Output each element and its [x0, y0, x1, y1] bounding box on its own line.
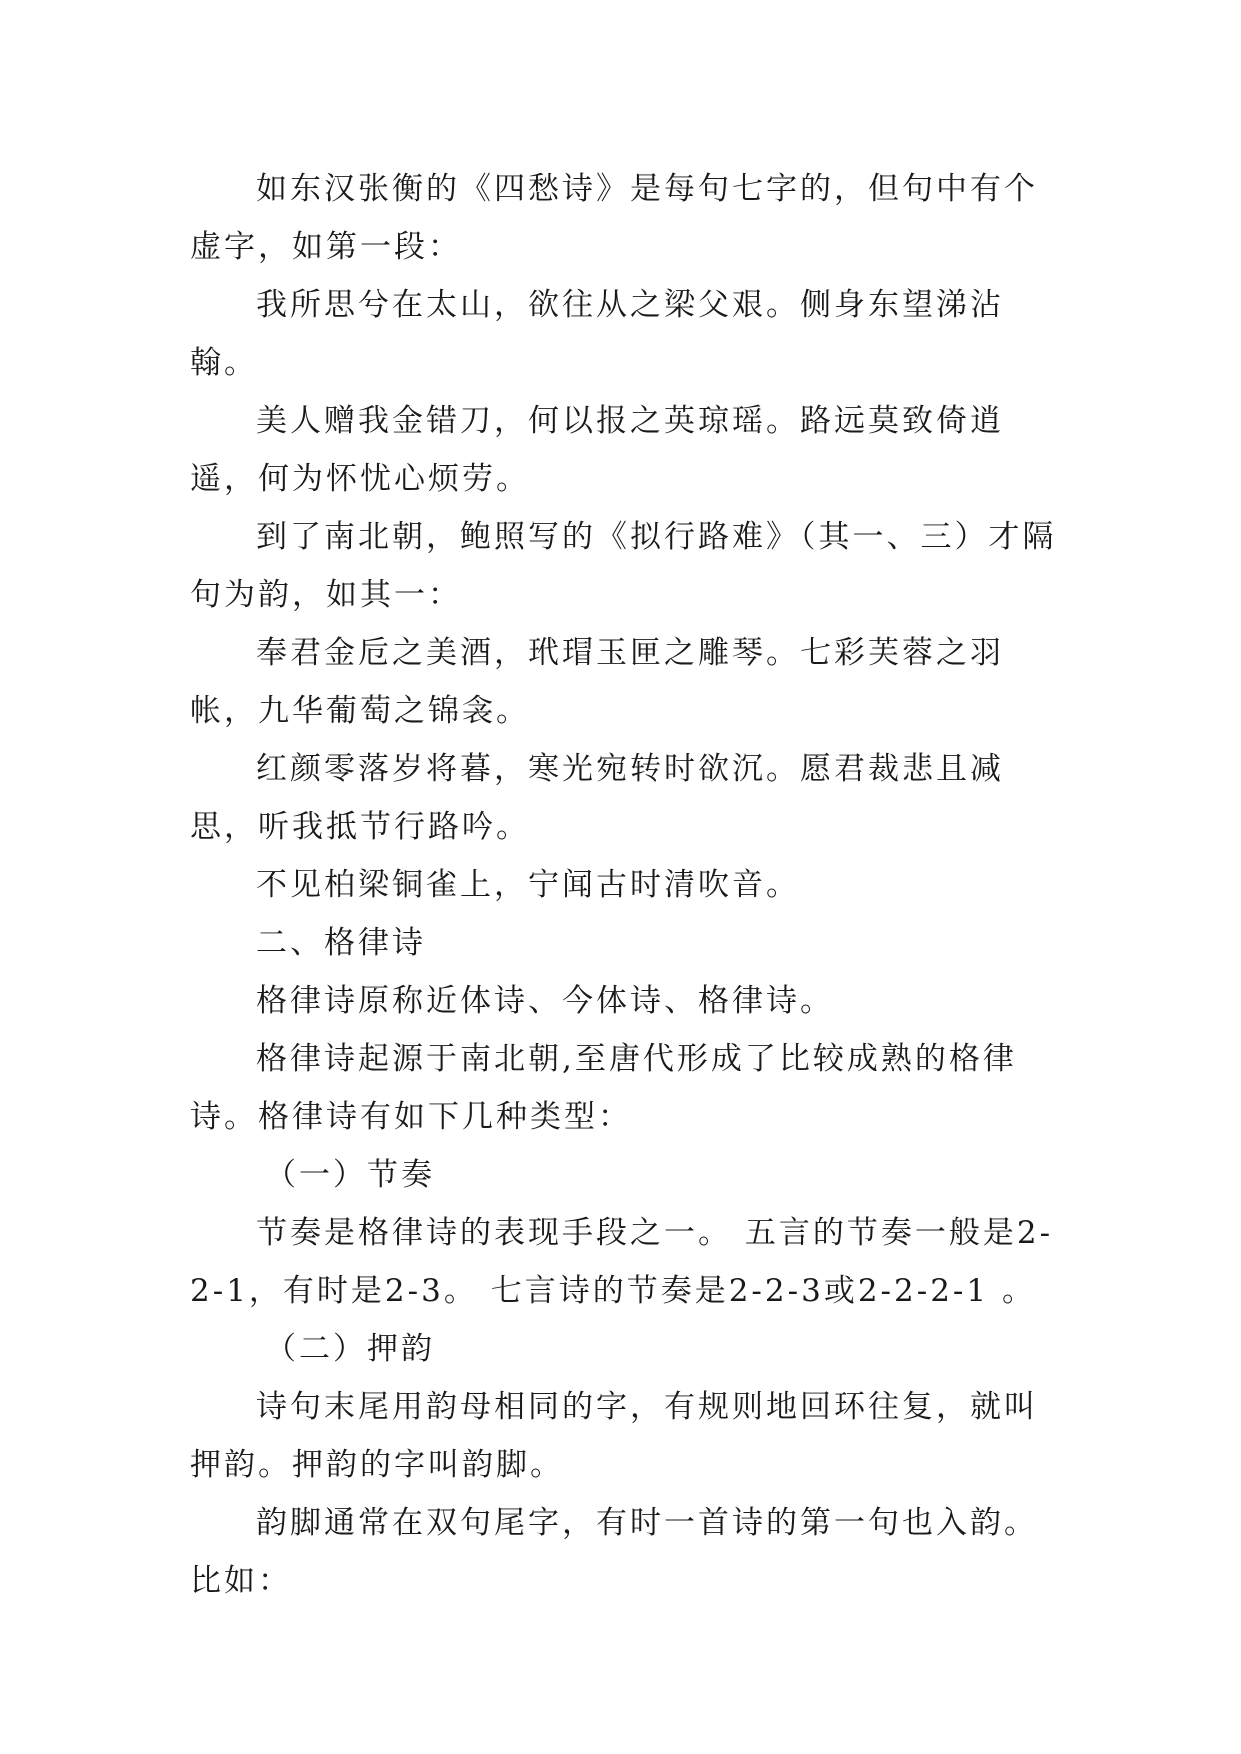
paragraph-intro: 如东汉张衡的《四愁诗》是每句七字的，但句中有个虚字，如第一段：	[190, 171, 1038, 265]
paragraph-southern-northern: 到了南北朝，鲍照写的《拟行路难》（其一、三）才隔句为韵，如其一：	[190, 519, 1057, 613]
poem-line-1: 我所思兮在太山，欲往从之梁父艰。侧身东望涕沾翰。	[190, 287, 1004, 381]
paragraph-rhythm: 节奏是格律诗的表现手段之一。 五言的节奏一般是2-2-1，有时是2-3。 七言诗的节奏是2-2-3或2-2-2-1 。	[190, 1215, 1054, 1309]
document-body	[190, 160, 1070, 1610]
subheading-rhythm: （一）节奏	[265, 1157, 435, 1193]
poem-line-3: 奉君金卮之美酒，玳瑁玉匣之雕琴。七彩芙蓉之羽帐，九华葡萄之锦衾。	[190, 635, 1004, 729]
paragraph-regulated-verse-names: 格律诗原称近体诗、今体诗、格律诗。	[256, 983, 834, 1019]
subheading-rhyme: （二）押韵	[265, 1331, 435, 1367]
paragraph-rhyme-definition: 诗句末尾用韵母相同的字，有规则地回环往复，就叫押韵。押韵的字叫韵脚。	[190, 1389, 1038, 1483]
section-heading-regulated-verse: 二、格律诗	[256, 925, 426, 961]
poem-line-4: 红颜零落岁将暮，寒光宛转时欲沉。愿君裁悲且减思，听我抵节行路吟。	[190, 751, 1004, 845]
poem-line-5: 不见柏梁铜雀上，宁闻古时清吹音。	[256, 867, 800, 903]
paragraph-rhyme-position: 韵脚通常在双句尾字，有时一首诗的第一句也入韵。比如：	[190, 1505, 1038, 1599]
poem-line-2: 美人赠我金错刀，何以报之英琼瑶。路远莫致倚逍遥，何为怀忧心烦劳。	[190, 403, 1004, 497]
paragraph-regulated-verse-origin: 格律诗起源于南北朝,至唐代形成了比较成熟的格律诗。格律诗有如下几种类型：	[190, 1041, 1017, 1135]
